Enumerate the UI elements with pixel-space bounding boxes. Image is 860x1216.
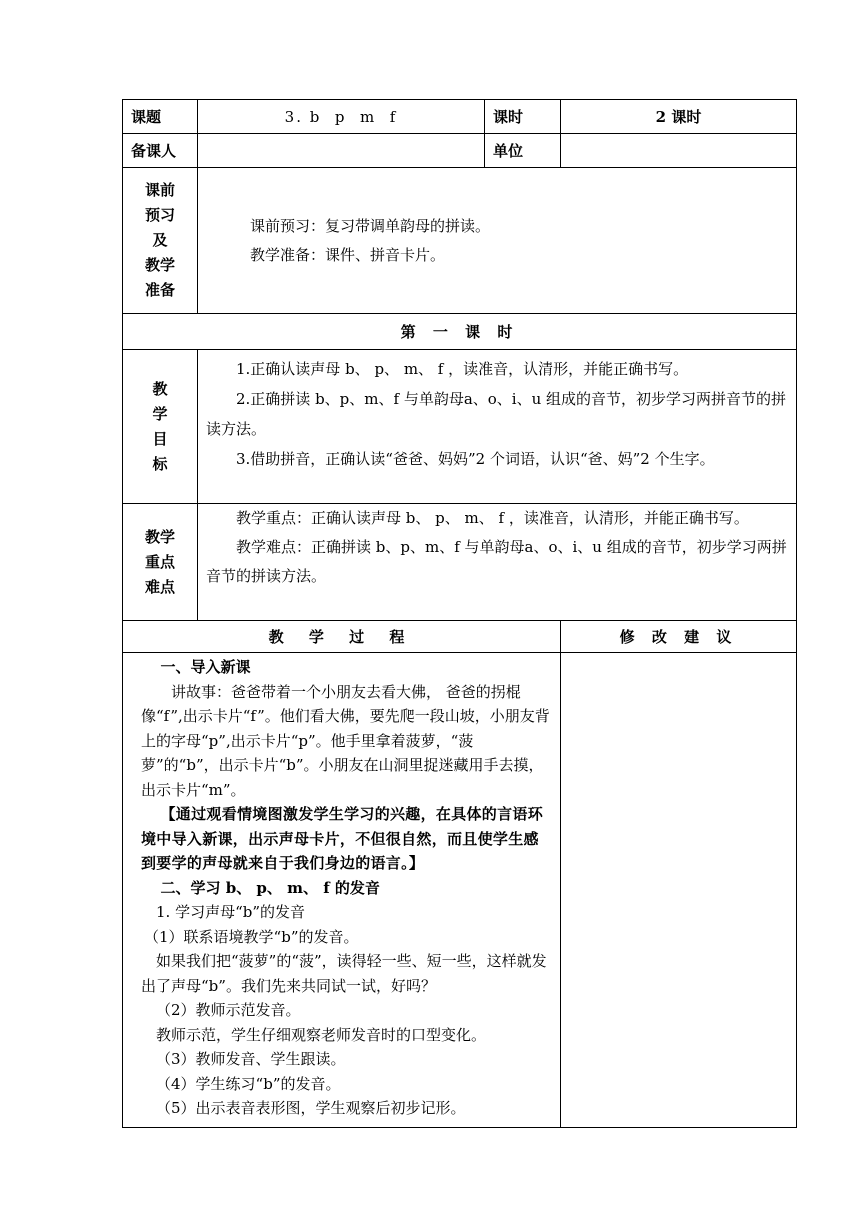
hours-value: 2 课时 [561, 100, 797, 134]
focus-difficulty: 教学难点：正确拼读 b、p、m、f 与单韵母a、o、i、u 组成的音节，初步学习两拼音节的拼读方法。 [206, 538, 787, 585]
step-sub5: （5）出示表音表形图，学生观察后初步记形。 [156, 1099, 466, 1117]
process-content [123, 653, 561, 1128]
first-lesson-title: 第 一 课 时 [123, 314, 797, 350]
prep-label-line: 准备 [144, 281, 175, 299]
section1-heading: 一、导入新课 [160, 658, 251, 676]
process-title: 教 学 过 程 [123, 621, 561, 653]
goals-content [198, 350, 797, 504]
preparer-label: 备课人 [123, 134, 198, 168]
prep-row [123, 168, 797, 314]
topic-value: 3. b p m f [198, 100, 485, 134]
prep-label-line: 课前 [144, 181, 175, 199]
preparer-value [198, 134, 485, 168]
focus-label [123, 504, 198, 621]
process-header-row [123, 621, 797, 653]
step-sub1-text: 如果我们把“菠萝”的“菠”，读得轻一些、短一些，这样就发出了声母“b”。我们先来共同试一试，好吗？ [141, 952, 547, 995]
focus-content [198, 504, 797, 621]
goals-label [123, 350, 198, 504]
goals-row [123, 350, 797, 504]
section2-heading: 二、学习 b、 p、 m、 f 的发音 [160, 878, 380, 897]
revision-content [561, 653, 797, 1128]
goal-item: 3.借助拼音，正确认读“爸爸、妈妈”2 个词语，认识“爸、妈”2 个生字。 [236, 450, 715, 468]
step-sub2: （2）教师示范发音。 [156, 1001, 301, 1019]
story-text: 讲故事：爸爸带着一个小朋友去看大佛， 爸爸的拐棍像“f”,出示卡片“f”。他们看大佛，要先爬一段山坡，小朋友背上的字母“p”,出示卡片“p”。他手里拿着菠萝，“菠萝”的“b”，出示卡片“b”。小朋友在山洞里捉迷藏用手去摸，出示卡片“m”。 [141, 682, 550, 799]
focus-label-line: 教学 [144, 527, 175, 546]
prep-preview-line: 课前预习：复习带调单韵母的拼读。 [250, 216, 491, 235]
revision-title: 修 改 建 议 [561, 621, 797, 653]
prep-materials-line: 教学准备：课件、拼音卡片。 [250, 245, 446, 264]
prep-label [123, 168, 198, 314]
prep-label-line: 及 [152, 231, 168, 249]
focus-label-line: 重点 [144, 552, 175, 571]
design-note: 【通过观看情境图激发学生学习的兴趣，在具体的言语环境中导入新课，出示声母卡片，不但很自然，而且使学生感到要学的声母就来自于我们身边的语言。】 [141, 805, 544, 872]
goals-label-line: 学 [152, 404, 168, 423]
goal-item: 1.正确认读声母 b、 p、 m、 f ，读准音，认清形，并能正确书写。 [236, 360, 689, 378]
step1-heading: 1. 学习声母“b”的发音 [156, 903, 306, 921]
goals-label-line: 教 [152, 379, 168, 398]
goals-label-line: 目 [152, 429, 168, 448]
unit-label: 单位 [485, 134, 561, 168]
prep-label-line: 预习 [144, 206, 175, 224]
hours-label: 课时 [485, 100, 561, 134]
preparer-row [123, 134, 797, 168]
first-lesson-row [123, 314, 797, 350]
focus-row [123, 504, 797, 621]
process-body-row [123, 653, 797, 1128]
step-sub2-text: 教师示范，学生仔细观察老师发音时的口型变化。 [156, 1025, 487, 1044]
focus-key-point: 教学重点：正确认读声母 b、 p、 m、 f ，读准音，认清形，并能正确书写。 [236, 509, 749, 527]
topic-row [123, 100, 797, 134]
step-sub1: （1）联系语境教学“b”的发音。 [144, 927, 359, 946]
unit-value [561, 134, 797, 168]
goals-label-line: 标 [152, 454, 168, 473]
focus-label-line: 难点 [144, 577, 175, 596]
step-sub4: （4）学生练习“b”的发音。 [156, 1074, 341, 1093]
prep-label-line: 教学 [144, 256, 175, 274]
step-sub3: （3）教师发音、学生跟读。 [156, 1050, 346, 1068]
topic-label: 课题 [123, 100, 198, 134]
prep-content [198, 168, 797, 314]
lesson-plan-table [122, 99, 797, 1128]
goal-item: 2.正确拼读 b、p、m、f 与单韵母a、o、i、u 组成的音节，初步学习两拼音节的拼读方法。 [206, 390, 787, 438]
